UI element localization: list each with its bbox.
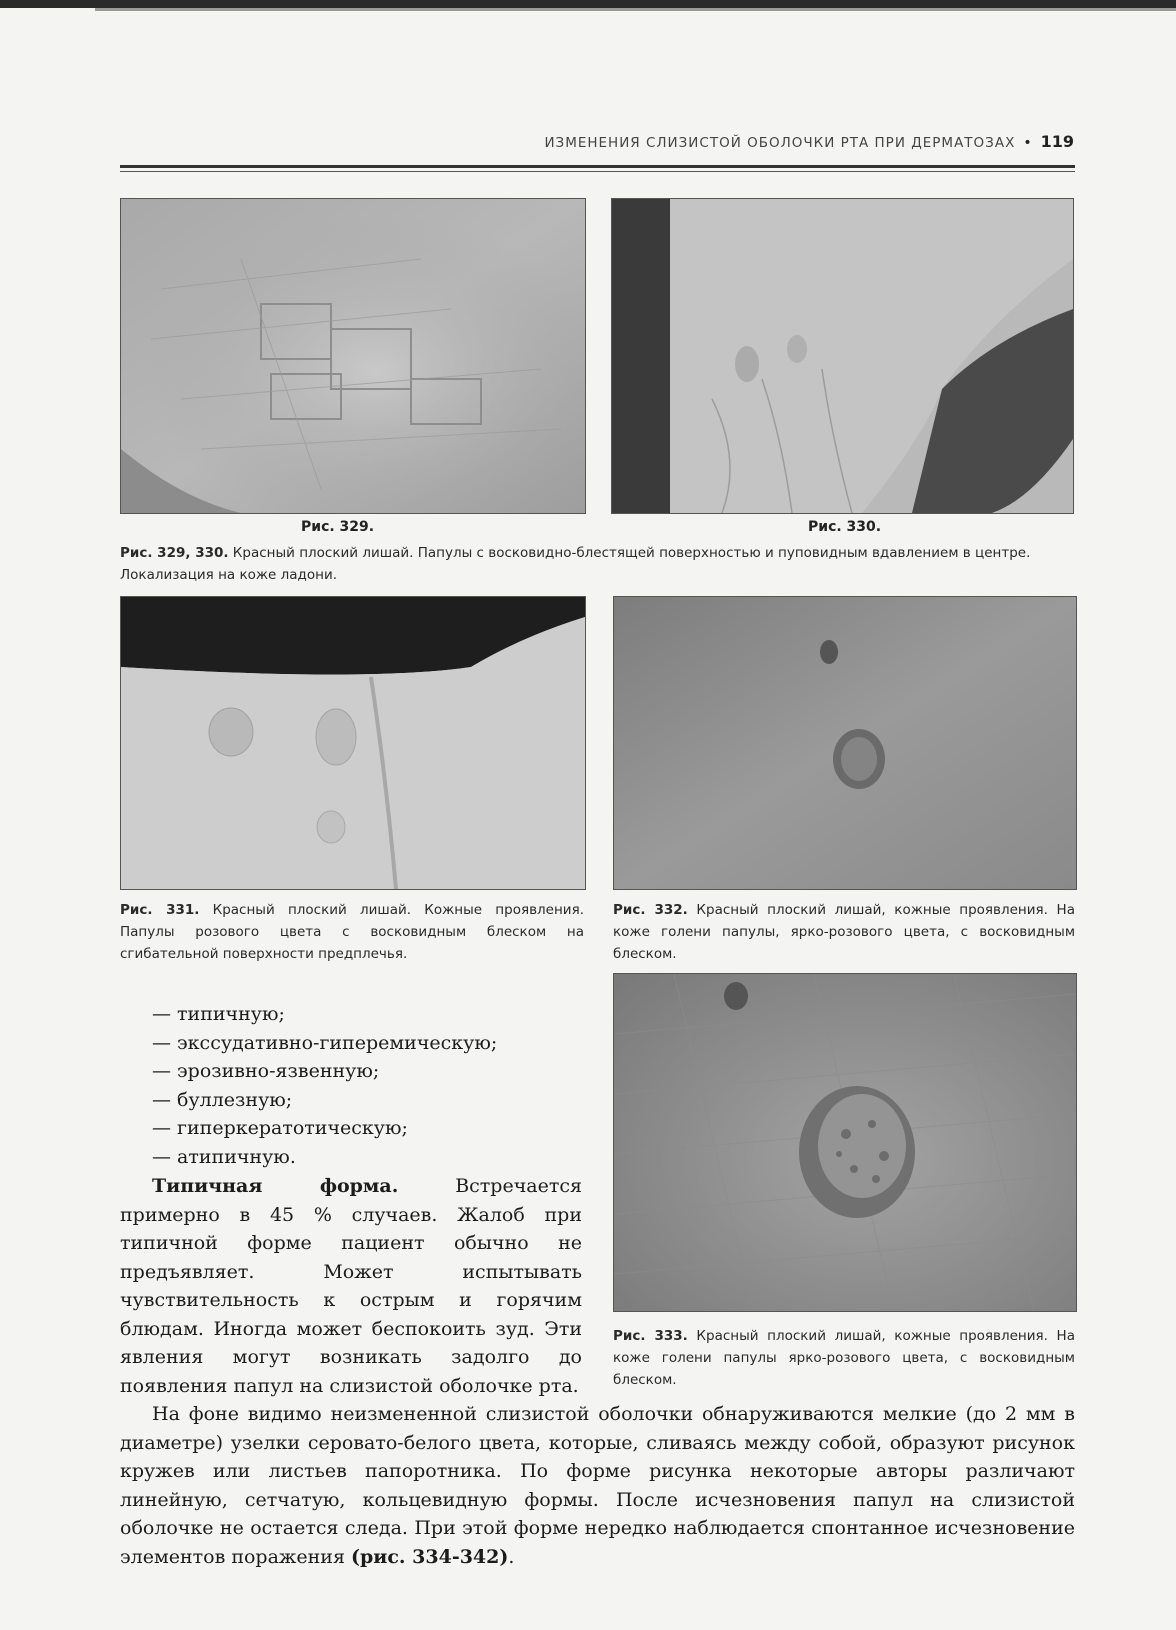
paragraph-lead: Типичная форма. xyxy=(152,1175,399,1197)
list-item: — эрозивно-язвенную; xyxy=(152,1060,380,1082)
list-item: — буллезную; xyxy=(152,1088,293,1111)
paragraph-text: На фоне видимо неизмененной слизистой оболочки обнаруживаются мелкие (до 2 мм в диаметре) узелки серовато-белого цвета, которые, сливаясь между собой, образуют рисунок кружев или листьев папоротника. По форме рисунка некоторые авторы различают линейную, сетчатую, кольцевидную формы. После исчезновения папул на слизистой оболочке не остается следа. При этой форме нередко наблюдается спонтанное исчезновение элементов поражения xyxy=(120,1403,1075,1568)
paragraph-text: Встречается примерно в 45 % случаев. Жалоб при типичной форме пациент обычно не предъявляет. Может испытывать чувствительность к острым и горячим блюдам. Иногда может беспокоить зуд. Эти явления могут возникать задолго до появления папул на слизистой оболочке рта. xyxy=(120,1175,582,1397)
header-rule-thin xyxy=(120,171,1075,172)
caption-text: Красный плоский лишай, кожные проявления. На коже голени папулы ярко-розового цвета, с восковидным блеском. xyxy=(613,1328,1075,1388)
caption-ref: Рис. 329, 330. xyxy=(120,545,229,561)
fig-329-label: Рис. 329. xyxy=(301,519,375,535)
running-title: ИЗМЕНЕНИЯ СЛИЗИСТОЙ ОБОЛОЧКИ РТА ПРИ ДЕРМАТОЗАХ xyxy=(544,135,1016,151)
paragraph-description xyxy=(120,1400,1075,1571)
list-item: — типичную; xyxy=(152,1003,285,1025)
list-item: — экссудативно-гиперемическую; xyxy=(152,1031,498,1054)
photo-fig-331 xyxy=(120,596,586,890)
running-head xyxy=(544,132,1074,151)
caption-text: Красный плоский лишай. Кожные проявления. Папулы розового цвета с восковидным блеском на сгибательной поверхности предплечья. xyxy=(120,902,584,962)
fig-332-caption xyxy=(613,899,1075,965)
caption-ref: Рис. 331. xyxy=(120,902,200,918)
fig-331-caption xyxy=(120,899,584,965)
photo-fig-329 xyxy=(120,198,586,514)
figure-reference: (рис. 334-342) xyxy=(351,1545,509,1568)
fig-330-label: Рис. 330. xyxy=(808,519,882,535)
caption-text: Красный плоский лишай, кожные проявления. На коже голени папулы, ярко-розового цвета, с восковидным блеском. xyxy=(613,902,1075,962)
caption-ref: Рис. 332. xyxy=(613,902,688,918)
fig-333-caption xyxy=(613,1325,1075,1391)
photo-fig-333 xyxy=(613,973,1077,1312)
paragraph-typical-form xyxy=(120,1172,582,1400)
header-rule-thick xyxy=(120,165,1075,168)
scan-top-edge-shadow xyxy=(95,8,1176,11)
list-item: — гиперкератотическую; xyxy=(152,1117,408,1139)
caption-ref: Рис. 333. xyxy=(613,1328,688,1344)
fig-329-330-caption xyxy=(120,542,1075,586)
scan-top-edge xyxy=(0,0,1176,8)
caption-text: Красный плоский лишай. Папулы с восковидно-блестящей поверхностью и пуповидным вдавлением в центре. Локализация на коже ладони. xyxy=(120,545,1031,583)
paragraph-end: . xyxy=(508,1545,515,1568)
list-item: — атипичную. xyxy=(152,1145,296,1168)
page-number: 119 xyxy=(1040,132,1074,151)
photo-fig-330 xyxy=(611,198,1074,514)
form-list xyxy=(152,1000,497,1171)
separator-dot: • xyxy=(1023,135,1033,151)
photo-fig-332 xyxy=(613,596,1077,890)
